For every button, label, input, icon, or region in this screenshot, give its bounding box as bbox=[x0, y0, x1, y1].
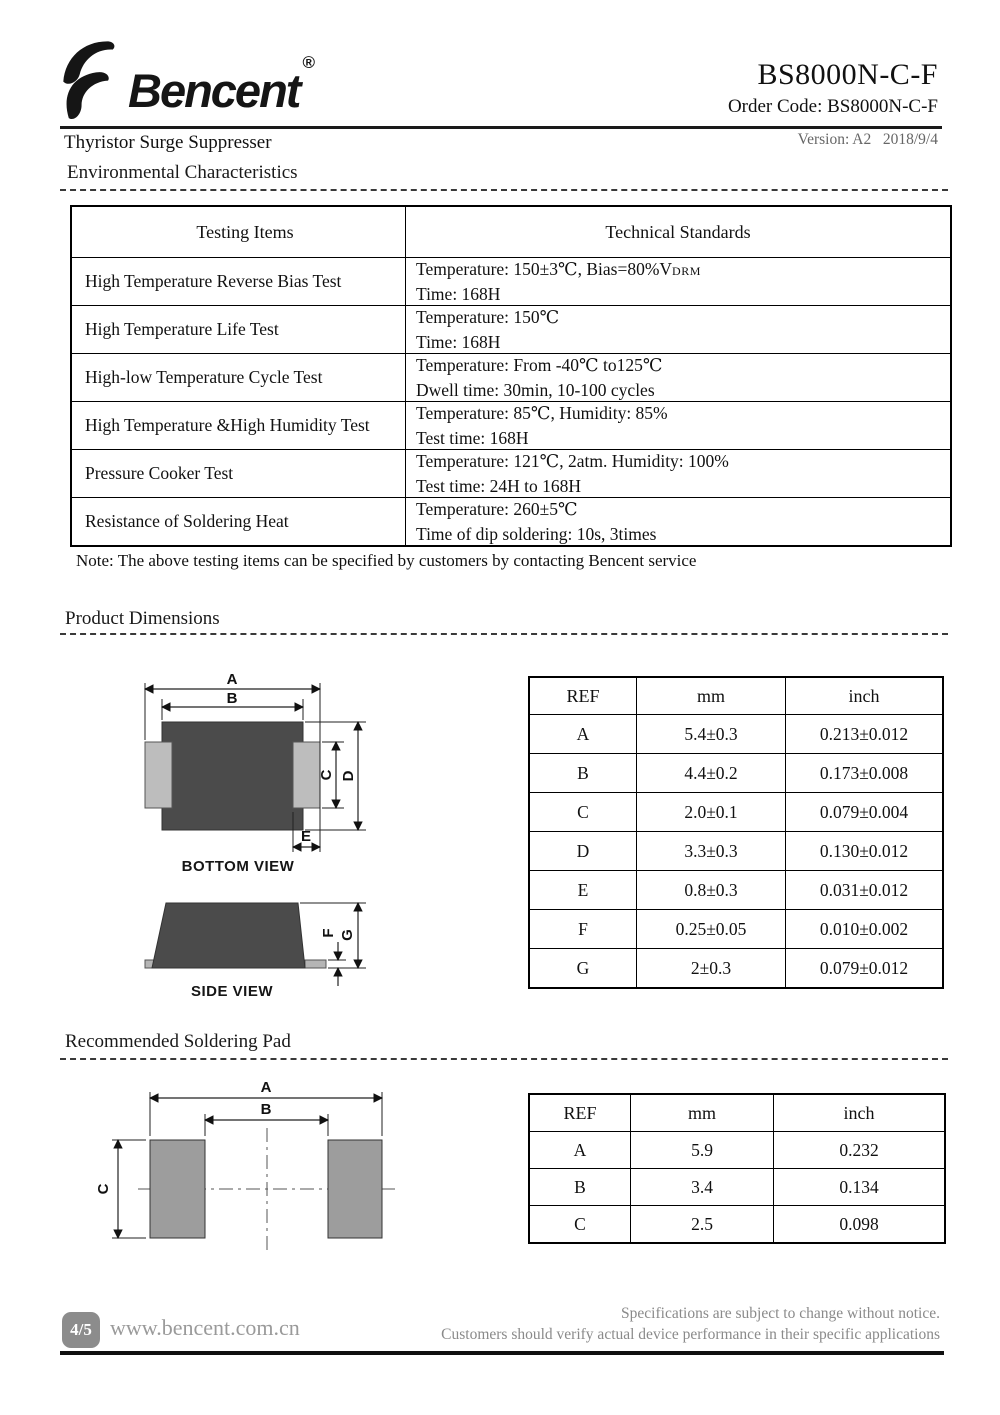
standard-line-1 bbox=[416, 258, 950, 283]
footer-divider bbox=[60, 1351, 944, 1355]
dim-label-B: B bbox=[226, 690, 238, 707]
col-header-inch: inch bbox=[773, 1095, 944, 1131]
table-row bbox=[72, 305, 950, 353]
table-row bbox=[530, 831, 942, 870]
website-url: www.bencent.com.cn bbox=[110, 1315, 300, 1340]
standard-line-2: Time: 168H bbox=[416, 331, 501, 352]
mm-cell: 4.4±0.2 bbox=[636, 753, 785, 792]
mm-cell: 5.4±0.3 bbox=[636, 714, 785, 753]
technical-standard-cell bbox=[405, 449, 950, 497]
footer-disclaimer bbox=[441, 1303, 940, 1345]
dim-label-E: E bbox=[300, 828, 312, 845]
inch-cell: 0.130±0.012 bbox=[785, 831, 942, 870]
table-row bbox=[72, 497, 950, 545]
standard-line-2: Time of dip soldering: 10s, 3times bbox=[416, 523, 657, 544]
table-note: Note: The above testing items can be specified by customers by contacting Bencent service bbox=[76, 551, 697, 570]
ref-cell: D bbox=[530, 831, 636, 870]
mm-cell: 2±0.3 bbox=[636, 948, 785, 987]
dim-label-F: F bbox=[320, 928, 337, 938]
mm-cell: 2.5 bbox=[630, 1205, 773, 1242]
technical-standard-cell bbox=[405, 401, 950, 449]
testing-item-cell: High Temperature Life Test bbox=[72, 305, 405, 353]
col-header-mm: mm bbox=[636, 678, 785, 714]
standard-line-1-text: Temperature: 150℃ bbox=[416, 307, 560, 327]
section-heading-dimensions: Product Dimensions bbox=[65, 608, 220, 629]
ref-cell: A bbox=[530, 1131, 630, 1168]
order-code: Order Code: BS8000N-C-F bbox=[727, 96, 938, 117]
section-divider bbox=[60, 1058, 948, 1060]
table-row bbox=[530, 792, 942, 831]
standard-line-1 bbox=[416, 306, 950, 331]
ref-cell: G bbox=[530, 948, 636, 987]
brand-name-text: Bencent bbox=[128, 64, 300, 117]
technical-standard-cell bbox=[405, 353, 950, 401]
soldering-pad-table bbox=[528, 1093, 946, 1244]
standard-line-2: Dwell time: 30min, 10-100 cycles bbox=[416, 379, 655, 400]
product-subtitle: Thyristor Surge Suppresser bbox=[64, 132, 272, 153]
dim-label-C: C bbox=[318, 769, 335, 781]
inch-cell: 0.031±0.012 bbox=[785, 870, 942, 909]
testing-item-cell: Resistance of Soldering Heat bbox=[72, 497, 405, 545]
environmental-table-header bbox=[72, 207, 950, 257]
standard-line-1 bbox=[416, 402, 950, 427]
standard-line-2: Time: 168H bbox=[416, 283, 501, 304]
pad-dim-label-B: B bbox=[260, 1101, 272, 1118]
standard-line-2: Test time: 24H to 168H bbox=[416, 475, 582, 496]
inch-cell: 0.213±0.012 bbox=[785, 714, 942, 753]
side-view-caption: SIDE VIEW bbox=[190, 983, 273, 1000]
col-header-testing-items: Testing Items bbox=[196, 221, 294, 242]
table-row bbox=[72, 353, 950, 401]
inch-cell: 0.098 bbox=[773, 1205, 944, 1242]
mm-cell: 3.4 bbox=[630, 1168, 773, 1205]
page-number-badge: 4/5 bbox=[62, 1312, 100, 1348]
mm-cell: 0.25±0.05 bbox=[636, 909, 785, 948]
brand-logo bbox=[56, 34, 313, 120]
inch-cell: 0.079±0.012 bbox=[785, 948, 942, 987]
dimensions-table bbox=[528, 676, 944, 989]
standard-line-1-text: Temperature: From -40℃ to125℃ bbox=[416, 355, 663, 375]
header-divider bbox=[60, 126, 942, 129]
technical-standard-cell bbox=[405, 305, 950, 353]
left-terminal bbox=[145, 742, 172, 808]
standard-line-1-text: Temperature: 260±5℃ bbox=[416, 499, 578, 519]
inch-cell: 0.079±0.004 bbox=[785, 792, 942, 831]
footer-disclaimer-line-1: Specifications are subject to change without notice. bbox=[621, 1305, 940, 1322]
ref-cell: E bbox=[530, 870, 636, 909]
testing-item-cell: High-low Temperature Cycle Test bbox=[72, 353, 405, 401]
standard-line-1-text: Temperature: 85℃, Humidity: 85% bbox=[416, 403, 668, 423]
ref-cell: F bbox=[530, 909, 636, 948]
ref-cell: B bbox=[530, 1168, 630, 1205]
table-row bbox=[72, 401, 950, 449]
brand-name bbox=[128, 53, 313, 118]
standard-line-1 bbox=[416, 498, 950, 523]
table-row bbox=[530, 948, 942, 987]
ref-cell: C bbox=[530, 1205, 630, 1242]
section-divider bbox=[60, 189, 948, 191]
right-terminal bbox=[293, 742, 320, 808]
ref-cell: B bbox=[530, 753, 636, 792]
standard-line-2: Test time: 168H bbox=[416, 427, 529, 448]
table-row bbox=[530, 714, 942, 753]
dim-label-D: D bbox=[340, 770, 357, 782]
technical-standard-cell bbox=[405, 257, 950, 305]
col-header-ref: REF bbox=[566, 685, 600, 706]
environmental-table bbox=[70, 205, 952, 547]
ref-cell: C bbox=[530, 792, 636, 831]
bottom-view-diagram bbox=[100, 662, 400, 890]
table-row bbox=[530, 753, 942, 792]
mm-cell: 0.8±0.3 bbox=[636, 870, 785, 909]
col-header-technical-standards: Technical Standards bbox=[405, 207, 950, 257]
col-header-ref: REF bbox=[563, 1102, 597, 1123]
table-row bbox=[530, 1205, 944, 1242]
col-header-inch: inch bbox=[785, 678, 942, 714]
soldering-pad-diagram bbox=[50, 1070, 450, 1265]
bottom-view-caption: BOTTOM VIEW bbox=[181, 858, 295, 875]
table-row bbox=[530, 1131, 944, 1168]
standard-line-1-text: Temperature: 121℃, 2atm. Humidity: 100% bbox=[416, 451, 729, 471]
mm-cell: 2.0±0.1 bbox=[636, 792, 785, 831]
table-row bbox=[530, 870, 942, 909]
product-title: BS8000N-C-F bbox=[757, 58, 938, 91]
ref-cell: A bbox=[530, 714, 636, 753]
inch-cell: 0.010±0.002 bbox=[785, 909, 942, 948]
pad-dim-label-C: C bbox=[95, 1183, 112, 1195]
table-row bbox=[530, 1168, 944, 1205]
section-divider bbox=[60, 633, 948, 635]
left-pad bbox=[150, 1140, 205, 1238]
testing-item-cell: High Temperature &High Humidity Test bbox=[72, 401, 405, 449]
standard-line-1-text: Temperature: 150±3℃, Bias=80%V bbox=[416, 259, 673, 279]
testing-item-cell: Pressure Cooker Test bbox=[72, 449, 405, 497]
technical-standard-cell bbox=[405, 497, 950, 545]
standard-subscript: DRM bbox=[672, 264, 701, 278]
section-heading-environmental: Environmental Characteristics bbox=[67, 162, 298, 183]
package-side-body bbox=[152, 903, 305, 968]
registered-trademark: ® bbox=[302, 53, 313, 73]
inch-cell: 0.232 bbox=[773, 1131, 944, 1168]
inch-cell: 0.134 bbox=[773, 1168, 944, 1205]
table-row bbox=[72, 449, 950, 497]
right-pad bbox=[328, 1140, 382, 1238]
soldering-pad-table-header bbox=[530, 1095, 944, 1131]
standard-line-1 bbox=[416, 450, 950, 475]
pad-dim-label-A: A bbox=[260, 1079, 272, 1096]
table-row bbox=[530, 909, 942, 948]
dim-label-G: G bbox=[339, 929, 356, 941]
dim-label-A: A bbox=[226, 671, 238, 688]
table-row bbox=[72, 257, 950, 305]
mm-cell: 5.9 bbox=[630, 1131, 773, 1168]
standard-line-1 bbox=[416, 354, 950, 379]
version-label: Version: A2 2018/9/4 bbox=[797, 131, 938, 148]
right-lead bbox=[305, 960, 326, 968]
inch-cell: 0.173±0.008 bbox=[785, 753, 942, 792]
testing-item-cell: High Temperature Reverse Bias Test bbox=[72, 257, 405, 305]
dimensions-table-header bbox=[530, 678, 942, 714]
col-header-mm: mm bbox=[630, 1095, 773, 1131]
footer-disclaimer-line-2: Customers should verify actual device performance in their specific applications bbox=[441, 1326, 940, 1343]
mm-cell: 3.3±0.3 bbox=[636, 831, 785, 870]
section-heading-soldering-pad: Recommended Soldering Pad bbox=[65, 1031, 291, 1052]
package-body bbox=[162, 722, 303, 830]
